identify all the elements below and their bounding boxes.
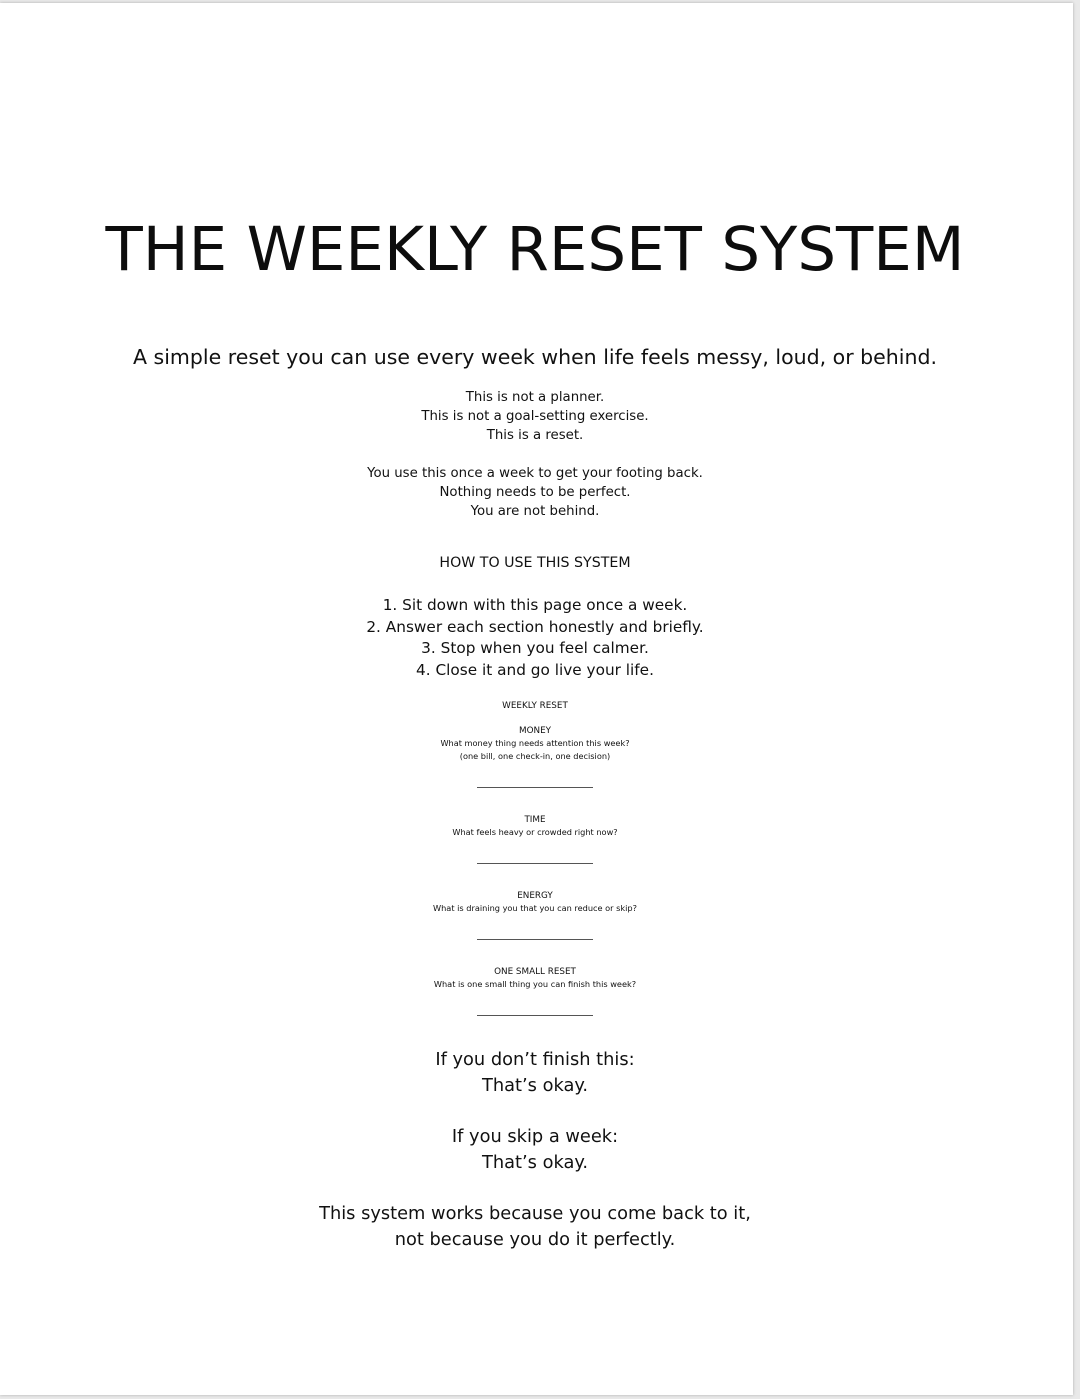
closing-line: If you don’t finish this: xyxy=(435,1049,635,1070)
section-money xyxy=(0,725,1070,762)
section-one-small-reset xyxy=(0,966,1070,991)
energy-answer-line[interactable] xyxy=(477,939,593,940)
intro-line: This is a reset. xyxy=(486,428,584,443)
document-page xyxy=(0,3,1073,1395)
section-prompt: What is one small thing you can finish this week? xyxy=(433,979,637,989)
section-prompt: What feels heavy or crowded right now? xyxy=(452,827,618,837)
intro-block-a xyxy=(0,388,1070,445)
closing-line: not because you do it perfectly. xyxy=(394,1229,676,1250)
closing-block-1 xyxy=(0,1047,1070,1099)
step-item: 2. Answer each section honestly and briefly. xyxy=(366,617,704,636)
section-energy xyxy=(0,890,1070,915)
section-time xyxy=(0,814,1070,839)
how-to-heading: HOW TO USE THIS SYSTEM xyxy=(439,555,631,571)
how-to-steps xyxy=(0,595,1070,681)
intro-block-b xyxy=(0,464,1070,521)
section-note: (one bill, one check-in, one decision) xyxy=(459,750,611,761)
page-title: THE WEEKLY RESET SYSTEM xyxy=(105,214,965,285)
one-small-reset-answer-line[interactable] xyxy=(477,1015,593,1016)
weekly-reset-heading: WEEKLY RESET xyxy=(502,701,568,711)
page-subtitle: A simple reset you can use every week when life feels messy, loud, or behind. xyxy=(133,345,937,369)
closing-line: If you skip a week: xyxy=(451,1126,619,1147)
time-answer-line[interactable] xyxy=(477,863,593,864)
closing-line: This system works because you come back to it, xyxy=(319,1203,751,1224)
intro-line: This is not a goal-setting exercise. xyxy=(421,409,649,424)
section-title: TIME xyxy=(524,815,546,825)
step-item: 4. Close it and go live your life. xyxy=(416,660,654,679)
intro-line: You are not behind. xyxy=(470,504,600,519)
section-title: ENERGY xyxy=(517,891,553,901)
closing-line: That’s okay. xyxy=(482,1152,588,1173)
section-title: ONE SMALL RESET xyxy=(494,967,576,977)
intro-line: Nothing needs to be perfect. xyxy=(439,485,631,500)
section-prompt: What is draining you that you can reduce or skip? xyxy=(433,903,637,913)
section-prompt: What money thing needs attention this week? xyxy=(440,738,630,748)
step-item: 1. Sit down with this page once a week. xyxy=(382,596,688,614)
intro-line: This is not a planner. xyxy=(465,390,605,405)
closing-line: That’s okay. xyxy=(482,1075,588,1096)
money-answer-line[interactable] xyxy=(477,787,593,788)
closing-block-3 xyxy=(0,1201,1070,1253)
step-item: 3. Stop when you feel calmer. xyxy=(421,639,649,657)
section-title: MONEY xyxy=(518,726,552,736)
closing-block-2 xyxy=(0,1124,1070,1176)
intro-line: You use this once a week to get your footing back. xyxy=(367,466,703,481)
